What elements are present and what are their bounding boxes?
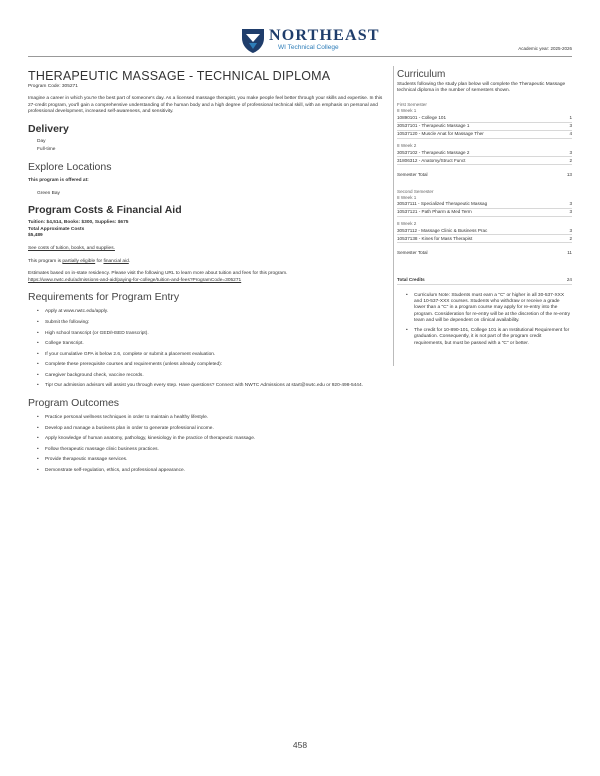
academic-year: Academic year: 2025-2026: [518, 46, 572, 51]
requirements-heading: Requirements for Program Entry: [28, 291, 180, 304]
course-credits: 3: [569, 123, 572, 129]
delivery-item: Day: [37, 138, 46, 144]
week-label: 8 Week 1: [397, 108, 417, 114]
costs-heading: Program Costs & Financial Aid: [28, 204, 182, 217]
course-name: 10537138 - Kines for Mass Therapist: [397, 235, 473, 241]
list-item: • If your cumulative GPA is below 2.6, complete or submit a placement evaluation.: [37, 352, 386, 359]
partially-eligible-link[interactable]: partially eligible: [62, 258, 96, 264]
list-item: • The credit for 10-890-101, College 101 is an Institutional Requirement for graduation. Consequently, it is not part of the program credit requirements, but must be passed with a "C" or better.: [406, 328, 572, 347]
course-name: 10537120 - Muscle Anat for Massage Ther: [397, 131, 484, 137]
list-item: • Curriculum Note: Students must earn a "C" or higher in all 30-537-XXX and 10-537-XXX courses. Students who withdraw or receive a grade lower than a "C" in a program course may apply for re-entry into the program. Consideration for re-entry will be at the discretion of the re-entry team and will be dependent on clinical availability.: [406, 293, 572, 325]
shield-logo-icon: [240, 26, 266, 54]
locations-heading: Explore Locations: [28, 160, 112, 173]
header-divider: [28, 56, 572, 57]
course-name: 10537121 - Path Pharm & Med Term: [397, 209, 472, 215]
course-credits: 1: [569, 115, 572, 120]
semester-total-label: Semester Total: [397, 249, 428, 255]
offered-at-label: This program is offered at:: [28, 177, 89, 183]
first-semester-label: First Semester: [397, 102, 427, 108]
semester-total-row: [397, 249, 572, 256]
campus-name: Green Bay: [37, 190, 60, 196]
curriculum-heading: Curriculum: [397, 69, 446, 80]
semester-total-value: 13: [566, 171, 572, 177]
semester-total-row: [397, 171, 572, 178]
second-semester-label: Second Semester: [397, 188, 434, 194]
list-item: • High school transcript (or GED/HSED transcript).: [37, 331, 386, 338]
outcomes-heading: Program Outcomes: [28, 397, 120, 410]
college-logo[interactable]: [240, 28, 380, 54]
curriculum-notes: [397, 293, 572, 347]
outcomes-list: [28, 415, 386, 475]
delivery-item: Full-time: [37, 147, 56, 153]
list-item: • Follow therapeutic massage clinic business practices.: [37, 447, 386, 454]
total-credits-label: Total Credits: [397, 277, 425, 283]
semester-total-value: 11: [567, 249, 572, 255]
program-title: THERAPEUTIC MASSAGE - TECHNICAL DIPLOMA: [28, 69, 331, 83]
course-name: 30537102 - Therapeutic Massage 2: [397, 149, 470, 155]
see-costs-link[interactable]: See costs of tuition, books, and supplies.: [28, 245, 115, 251]
list-item: • Provide therapeutic massage services.: [37, 457, 386, 464]
list-item: • Develop and manage a business plan in order to generate professional income.: [37, 426, 386, 433]
estimates-note: Estimates based on in-state residency. Please visit the following URL to learn more about tuition and fees for this program.: [28, 271, 288, 277]
table-row: [397, 209, 572, 217]
page-header: [0, 0, 600, 62]
table-row: [397, 235, 572, 243]
logo-name: NORTHEAST: [269, 27, 380, 44]
course-name: 30537111 - Specialized Therapeutic Massag: [397, 201, 488, 207]
column-divider: [393, 66, 394, 366]
cost-breakdown: Tuition: $4,514, Books: $300, Supplies: $675: [28, 220, 129, 226]
table-row: [397, 149, 572, 157]
delivery-heading: Delivery: [28, 122, 69, 135]
table-row: [397, 157, 572, 165]
list-item: • Complete these prerequisite courses and requirements (unless already completed):: [37, 362, 386, 369]
total-cost-label: Total Approximate Costs: [28, 226, 85, 232]
course-credits: 3: [569, 149, 572, 155]
week-label: 8 Week 2: [397, 142, 417, 148]
course-name: 10890101 - College 101: [397, 115, 447, 120]
logo-subtitle: WI Technical College: [278, 44, 339, 51]
total-credits-row: [397, 276, 572, 284]
list-item: • Demonstrate self-regulation, ethics, and professional appearance.: [37, 468, 386, 475]
list-item: • Submit the following:: [37, 320, 386, 327]
requirements-list: [28, 309, 386, 390]
eligibility-prefix: This program is: [28, 258, 63, 264]
total-credits-value: 24: [566, 277, 572, 283]
course-name: 30537112 - Massage Clinic & Business Prac: [397, 227, 488, 233]
list-item: • College transcript.: [37, 341, 386, 348]
tuition-url-link[interactable]: https://www.nwtc.edu/admissions-and-aid/paying-for-college/tuition-and-fees?ProgramCode=305271: [28, 277, 242, 283]
course-credits: 2: [569, 235, 572, 241]
program-code: Program Code: 305271: [28, 84, 78, 89]
course-name: 31806312 - Anatomy/Struct Funct: [397, 157, 466, 163]
list-item: • Tip! Our admission advisors will assist you through every step. Have questions? Connect with NWTC Admissions at start@nwtc.edu or 920-498-5444.: [37, 383, 386, 390]
course-credits: 4: [569, 131, 572, 137]
curriculum-column: [397, 69, 572, 350]
list-item: • Practice personal wellness techniques in order to maintain a healthy lifestyle.: [37, 415, 386, 422]
total-cost-value: $5,489: [28, 233, 43, 239]
eligibility-mid: for: [95, 258, 104, 264]
financial-aid-eligibility: [28, 259, 386, 266]
list-item: • Apply at www.nwtc.edu/apply.: [37, 309, 386, 316]
course-name: 30537101 - Therapeutic Massage 1: [397, 123, 470, 129]
financial-aid-link[interactable]: financial aid: [103, 258, 129, 264]
curriculum-intro: Students following the study plan below will complete the Therapeutic Massage technical diploma in the number of semesters shown.: [397, 82, 566, 94]
table-row: [397, 201, 572, 209]
main-column: [28, 69, 386, 479]
page-number: 458: [292, 740, 308, 750]
semester-total-label: Semester Total: [397, 171, 428, 177]
week-label: 8 Week 1: [397, 194, 417, 200]
program-intro: Imagine a career in which you're the best part of someone's day. As a licensed massage therapist, you make people feel better through your skills and expertise. In this 27-credit program, you'll gain a comprehensive understanding of the human body and a high degree of professional technical skill, with an emphasis on personal and professional development, increased self-awareness, and sensitivity.: [28, 96, 383, 115]
table-row: [397, 114, 572, 122]
table-row: [397, 123, 572, 131]
list-item: • Caregiver background check, vaccine records.: [37, 373, 386, 380]
eligibility-suffix: .: [128, 258, 131, 264]
course-credits: 3: [569, 201, 572, 207]
list-item: • Apply knowledge of human anatomy, pathology, kinesiology in the practice of therapeutic massage.: [37, 436, 386, 443]
course-credits: 3: [569, 209, 572, 215]
table-row: [397, 227, 572, 235]
table-row: [397, 131, 572, 139]
week-label: 8 Week 2: [397, 220, 417, 226]
course-credits: 3: [569, 227, 572, 233]
course-credits: 2: [569, 157, 572, 163]
